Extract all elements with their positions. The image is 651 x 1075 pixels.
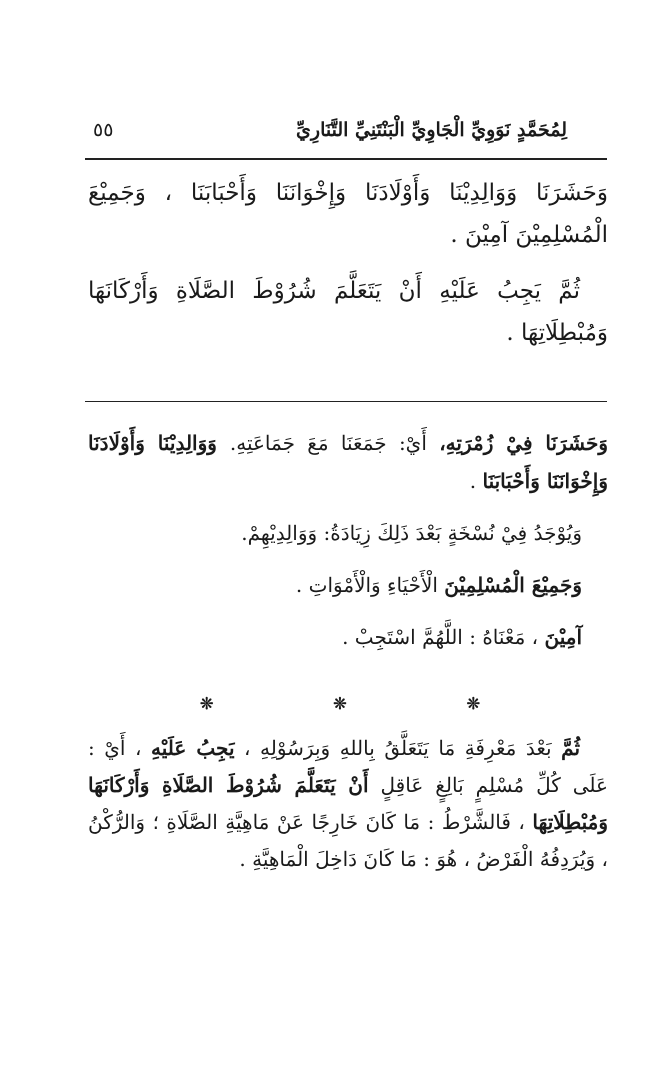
commentary-2-term-2: يَجِبُ عَلَيْهِ [150, 736, 235, 760]
page-header [85, 112, 607, 152]
main-paragraph-1: وَحَشَرَنَا وَوَالِدِيْنَا وَأَوْلَادَنَا وَإِخْوَانَنَا وَأَحْبَابَنَا ، وَجَمِيْعَ الْمُسْلِمِيْنَ آمِيْنَ . [88, 180, 608, 248]
commentary-term-3: وَجَمِيْعَ الْمُسْلِمِيْنَ [444, 573, 582, 597]
section-separator [200, 694, 480, 718]
separator-star-icon: ❊ [333, 694, 347, 713]
commentary-divider [85, 401, 607, 402]
commentary-rest-4: ، مَعْنَاهُ : اللَّهُمَّ اسْتَجِبْ . [342, 625, 545, 649]
commentary-section-2 [88, 730, 608, 878]
commentary-rest-3: الْأَحْيَاءِ وَالْأَمْوَاتِ . [295, 573, 445, 597]
commentary-gloss: أَيْ: جَمَعَنَا مَعَ جَمَاعَتِهِ. [229, 431, 440, 455]
commentary-2-text-3: ، فَالشَّرْطُ : مَا كَانَ خَارِجًا عَنْ مَاهِيَّةِ الصَّلَاةِ ؛ وَالرُّكْنُ ، وَيُرَدِفُهُ الْفَرْضُ ، هُوَ : مَا كَانَ دَاخِلَ الْمَاهِيَّةِ . [88, 810, 608, 871]
commentary-term-4: آمِيْنَ [544, 625, 582, 649]
main-text [88, 172, 608, 368]
separator-star-icon: ❊ [200, 694, 214, 713]
commentary-2-term-3: أَنْ يَتَعَلَّمَ شُرُوْطَ الصَّلَاةِ وَأَرْكَانَهَا وَمُبْطِلَاتِهَا [88, 773, 608, 834]
commentary-paragraph-3 [88, 566, 582, 604]
commentary-paragraph-2: وَيُوْجَدُ فِيْ نُسْخَةٍ بَعْدَ ذَلِكَ زِيَادَةُ: وَوَالِدِيْهِمْ. [241, 521, 582, 545]
header-rule [85, 158, 607, 160]
running-title: لِمُحَمَّدٍ نَوَوِيِّ الْجَاوِيِّ الْبَنْتَنِيِّ التَّنَارِيِّ [296, 119, 567, 141]
commentary-2-text-2: ، أَيْ : عَلَى كُلِّ مُسْلِمٍ بَالِغٍ عَاقِلٍ [88, 736, 608, 797]
commentary-2-term-1: ثُمَّ [561, 736, 581, 760]
commentary-term-2: وَوَالِدِيْنَا وَأَوْلَادَنَا وَإِخْوَانَنَا وَأَحْبَابَنَا [88, 431, 608, 493]
page-number: ٥٥ [93, 119, 114, 141]
commentary-end: . [469, 469, 483, 493]
commentary [88, 424, 608, 670]
commentary-2-text-1: بَعْدَ مَعْرِفَةِ مَا يَتَعَلَّقُ بِاللهِ وَبِرَسُوْلِهِ ، [234, 736, 562, 760]
commentary-paragraph-4 [88, 618, 582, 656]
commentary-2-paragraph [88, 730, 608, 878]
separator-star-icon: ❊ [466, 694, 480, 713]
commentary-paragraph-1 [88, 424, 608, 500]
commentary-term: وَحَشَرَنَا فِيْ زُمْرَتِهِ، [439, 431, 608, 455]
main-paragraph-2: ثُمَّ يَجِبُ عَلَيْهِ أَنْ يَتَعَلَّمَ شُرُوْطَ الصَّلَاةِ وَأَرْكَانَهَا وَمُبْطِلَاتِهَا . [88, 278, 608, 346]
